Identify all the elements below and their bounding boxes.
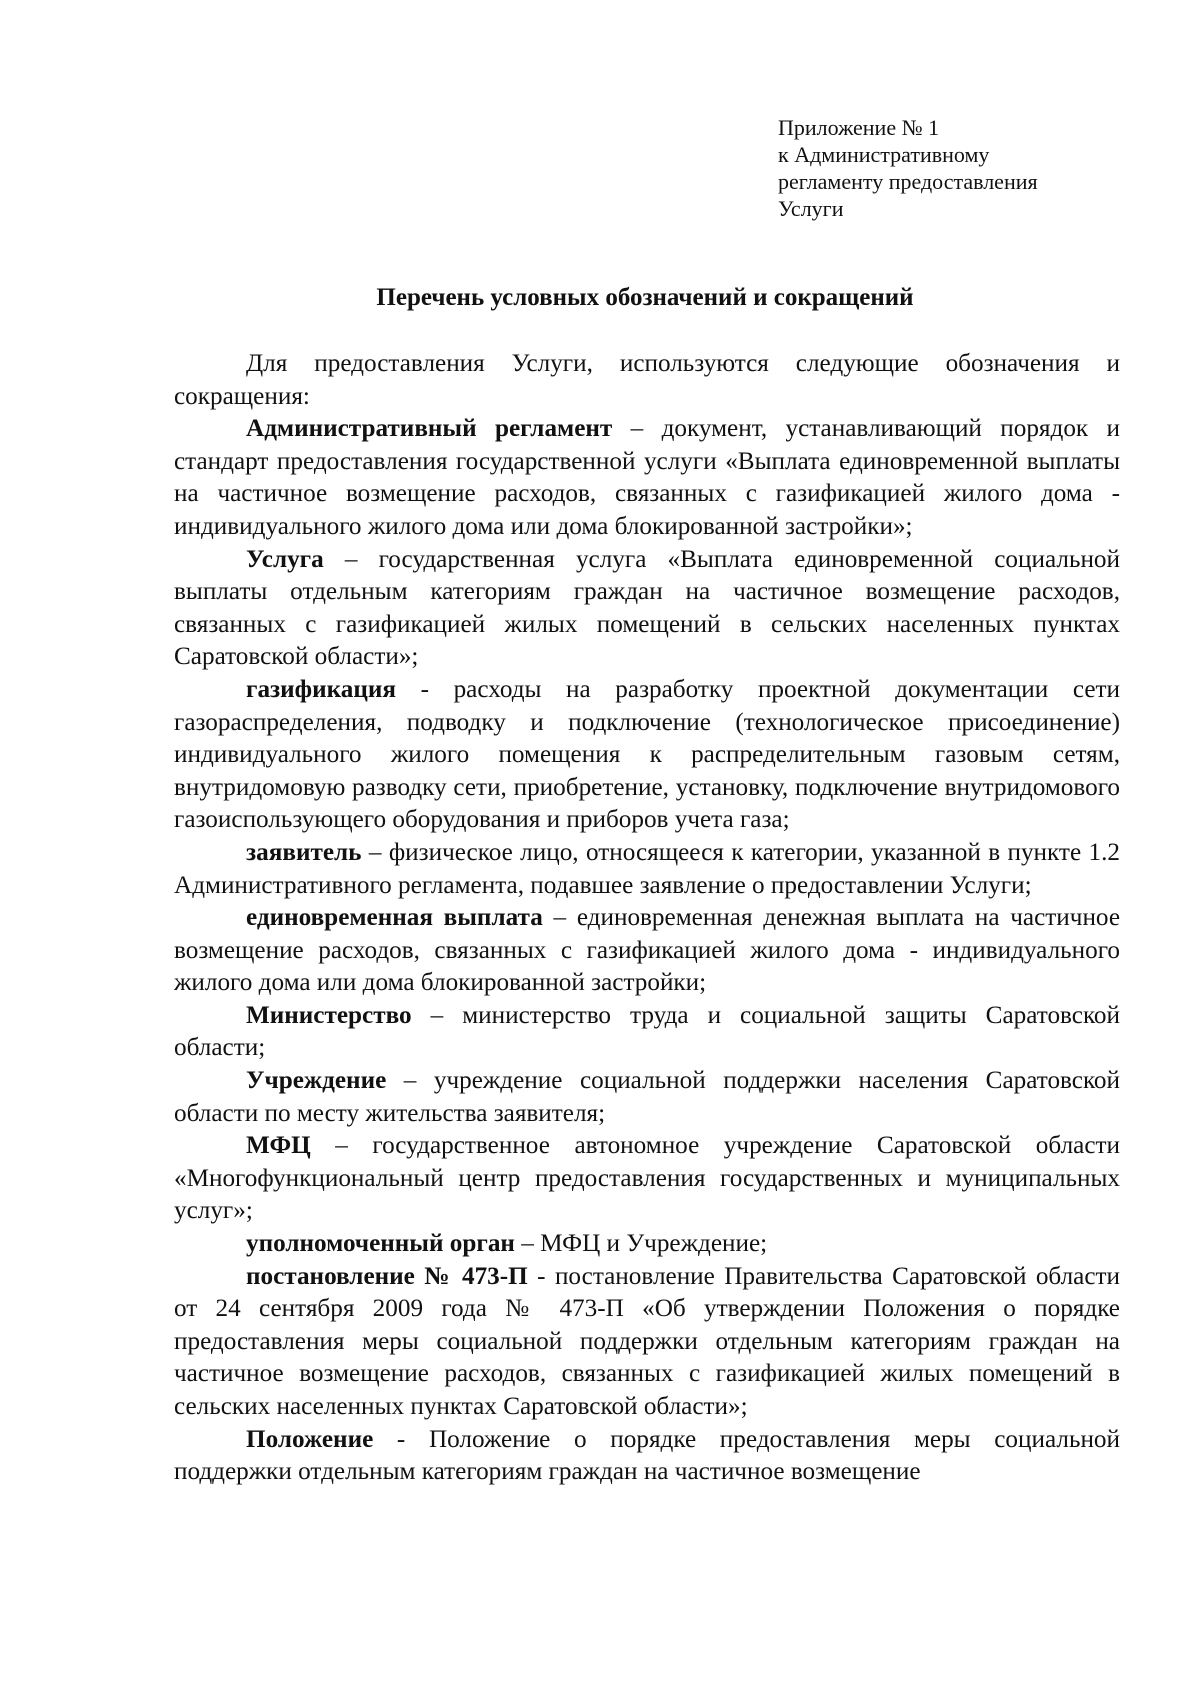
definition-separator: –	[411, 1001, 463, 1029]
definition-separator: –	[386, 1067, 434, 1095]
definition-text: постановление Правительства Саратовской области от 24 сентября 2009 года № 473-П «Об утверждении Положения о порядке предоставления меры социальной поддержки отдельным категориям граждан на частичное возмещение расходов, связанных с газификацией жилых помещений в сельских населенных пунктах Саратовской области»;	[174, 1262, 1121, 1420]
appendix-note-line-3: регламенту предоставления	[778, 169, 1038, 194]
document-title: Перечень условных обозначений и сокращений	[376, 284, 914, 311]
definition-separator: –	[542, 904, 577, 932]
definition-text: единовременная денежная выплата на частичное возмещение расходов, связанных с газификацией жилого дома - индивидуального жилого дома или дома блокированной застройки;	[174, 904, 1121, 997]
definition-applicant	[174, 837, 1120, 902]
definition-text: учреждение социальной поддержки населения Саратовской области по месту жительства заявителя;	[174, 1067, 1121, 1127]
definition-term: уполномоченный орган	[246, 1230, 515, 1258]
definition-text: расходы на разработку проектной документации сети газораспределения, подводку и подключение (технологическое присоединение) индивидуального жилого помещения к распределительным газовым сетям, внутридомовую разводку сети, приобретение, установку, подключение внутридомового газоиспользующего оборудования и приборов учета газа;	[174, 675, 1120, 834]
definition-term: МФЦ	[246, 1132, 311, 1160]
definition-term: заявитель	[246, 838, 362, 866]
definition-text: министерство труда и социальной защиты Саратовской области;	[174, 1001, 1120, 1062]
definition-text: физическое лицо, относящееся к категории, указанной в пункте 1.2 Административного регламента, подавшее заявление о предоставлении Услуги;	[174, 838, 1121, 899]
definition-text: государственное автономное учреждение Саратовской области «Многофункциональный центр предоставления государственных и муниципальных услуг»;	[174, 1132, 1120, 1225]
definition-text: документ, устанавливающий порядок и стандарт предоставления государственной услуги «Выплата единовременной выплаты на частичное возмещение расходов, связанных с газификацией жилого дома - индивидуального жилого дома или дома блокированной застройки»;	[174, 415, 1120, 540]
definition-separator: -	[527, 1262, 555, 1290]
definition-term: Учреждение	[246, 1067, 387, 1095]
definition-text: Положение о порядке предоставления меры социальной поддержки отдельным категориям граждан на частичное возмещение	[174, 1425, 1120, 1486]
definition-term: постановление № 473-П	[246, 1262, 528, 1290]
definition-separator: –	[323, 545, 379, 573]
definition-resolution-473	[174, 1261, 1120, 1424]
definition-separator: -	[373, 1425, 429, 1453]
definition-separator: -	[395, 675, 454, 703]
definition-separator: –	[361, 838, 389, 866]
appendix-note-line-4: Услуги	[778, 196, 844, 221]
definition-separator: –	[310, 1132, 373, 1160]
definition-text: МФЦ и Учреждение;	[540, 1230, 768, 1258]
definition-term: Министерство	[246, 1001, 412, 1029]
definition-term: газификация	[246, 675, 396, 703]
definition-administrative-regulation	[174, 413, 1120, 543]
appendix-note-line-1: Приложение № 1	[778, 115, 940, 140]
definition-lump-sum-payment	[174, 902, 1120, 1000]
appendix-note	[778, 114, 1118, 222]
definition-separator: –	[612, 415, 662, 443]
definition-text: государственная услуга «Выплата единовременной социальной выплаты отдельным категориям граждан на частичное возмещение расходов, связанных с газификацией жилых помещений в сельских населенных пунктах Саратовской области»;	[174, 545, 1120, 671]
definition-term: Административный регламент	[246, 415, 613, 443]
definition-ministry	[174, 1000, 1120, 1065]
definition-separator: –	[514, 1230, 541, 1258]
document-body	[174, 348, 1120, 1489]
definition-service	[174, 544, 1120, 674]
definition-term: Положение	[246, 1425, 374, 1453]
definition-authorized-body	[174, 1228, 1120, 1261]
appendix-note-line-2: к Административному	[778, 142, 990, 167]
definition-gasification	[174, 674, 1120, 837]
definition-term: Услуга	[246, 545, 324, 573]
definition-mfc	[174, 1130, 1120, 1228]
definition-term: единовременная выплата	[246, 904, 543, 932]
definition-institution	[174, 1065, 1120, 1130]
intro-paragraph: Для предоставления Услуги, используются следующие обозначения и сокращения:	[174, 350, 1120, 410]
definition-regulation	[174, 1424, 1120, 1489]
